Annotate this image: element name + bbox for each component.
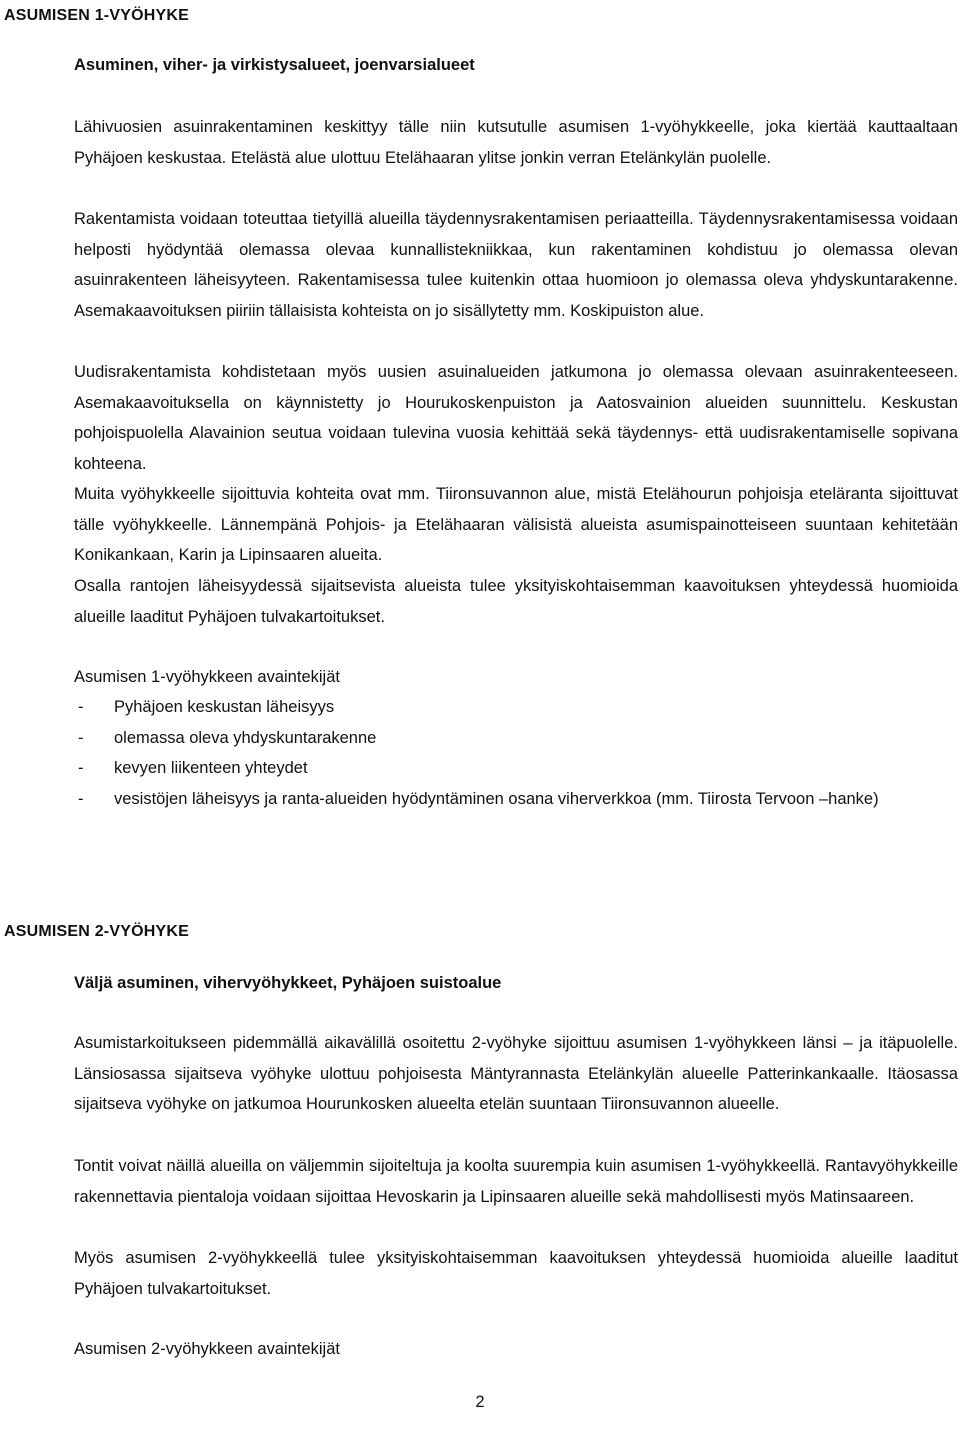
- zone1-subheading: Asuminen, viher- ja virkistysalueet, joenvarsialueet: [74, 56, 475, 74]
- list-item: - kevyen liikenteen yhteydet: [78, 759, 308, 778]
- zone1-paragraph-3: Uudisrakentamista kohdistetaan myös uusien asuinalueiden jatkumona jo olemassa olevaan asuinrakenteeseen. Asemakaavoituksella on käynnistetty jo Hourukoskenpuiston ja Aatosvainion alueiden suunnittelu. Keskustan pohjoispuolella Alavainion seutua voidaan tulevina vuosia kehittää sekä täydennys- että uudisrakentamiselle sopivana kohteena.: [74, 363, 958, 473]
- page-number: 2: [475, 1393, 485, 1411]
- zone2-paragraph-2: Tontit voivat näillä alueilla on väljemmin sijoiteltuja ja koolta suurempia kuin asumisen 1-vyöhykkeellä. Rantavyöhykkeille rakennettavia pientaloja voidaan sijoittaa Hevoskarin ja Lipinsaaren alueille sekä mahdollisesti myös Matinsaareen.: [74, 1157, 958, 1206]
- zone1-paragraph-4: Muita vyöhykkeelle sijoittuvia kohteita ovat mm. Tiironsuvannon alue, mistä Etelähourun pohjoisja eteläranta sijoittuvat tälle vyöhykkeelle. Lännempänä Pohjois- ja Etelähaaran välisistä alueista asumispainotteiseen suuntaan kehitetään Konikankaan, Karin ja Lipinsaaren alueita.: [74, 485, 958, 565]
- zone1-paragraph-1: Lähivuosien asuinrakentaminen keskittyy tälle niin kutsutulle asumisen 1-vyöhykkeelle, joka kiertää kauttaaltaan Pyhäjoen keskustaa. Etelästä alue ulottuu Etelähaaran ylitse jonkin verran Etelänkylän puolelle.: [74, 118, 958, 167]
- list-item: - olemassa oleva yhdyskuntarakenne: [78, 728, 377, 747]
- zone2-keys-title: Asumisen 2-vyöhykkeen avaintekijät: [74, 1340, 340, 1358]
- zone2-heading: ASUMISEN 2-VYÖHYKE: [4, 923, 189, 940]
- zone1-paragraph-5: Osalla rantojen läheisyydessä sijaitsevista alueista tulee yksityiskohtaisemman kaavoituksen yhteydessä huomioida alueille laaditut Pyhäjoen tulvakartoitukset.: [74, 577, 958, 626]
- zone2-paragraph-3: Myös asumisen 2-vyöhykkeellä tulee yksityiskohtaisemman kaavoituksen yhteydessä huomioida alueille laaditut Pyhäjoen tulvakartoitukset.: [74, 1249, 958, 1298]
- zone1-keys-title: Asumisen 1-vyöhykkeen avaintekijät: [74, 668, 340, 686]
- zone2-subheading: Väljä asuminen, vihervyöhykkeet, Pyhäjoen suistoalue: [74, 974, 502, 992]
- list-item: - Pyhäjoen keskustan läheisyys: [78, 698, 335, 716]
- zone1-keys-list: [74, 692, 958, 814]
- zone1-paragraph-2: Rakentamista voidaan toteuttaa tietyillä alueilla täydennysrakentamisen periaatteilla. Täydennysrakentamisessa voidaan helposti hyödyntää olemassa olevaa kunnallistekniikkaa, kun rakentaminen kohdistuu jo olemassa olevan asuinrakenteen läheisyyteen. Rakentamisessa tulee kuitenkin ottaa huomioon jo olemassa oleva yhdyskuntarakenne. Asemakaavoituksen piiriin tällaisista kohteista on jo sisällytetty mm. Koskipuiston alue.: [74, 210, 958, 320]
- list-item: - vesistöjen läheisyys ja ranta-alueiden hyödyntäminen osana viherverkkoa (mm. Tiirosta Tervoon –hanke): [78, 789, 879, 808]
- zone2-paragraph-1: Asumistarkoitukseen pidemmällä aikavälillä osoitettu 2-vyöhyke sijoittuu asumisen 1-vyöhykkeen länsi – ja itäpuolelle. Länsiosassa sijaitseva vyöhyke ulottuu pohjoisesta Mäntyrannasta Etelänkylän alueelle Patterinkankaalle. Itäosassa sijaitseva vyöhyke on jatkumoa Hourunkosken alueelta etelän suuntaan Tiironsuvannon alueelle.: [74, 1034, 958, 1114]
- zone1-heading: ASUMISEN 1-VYÖHYKE: [4, 7, 189, 24]
